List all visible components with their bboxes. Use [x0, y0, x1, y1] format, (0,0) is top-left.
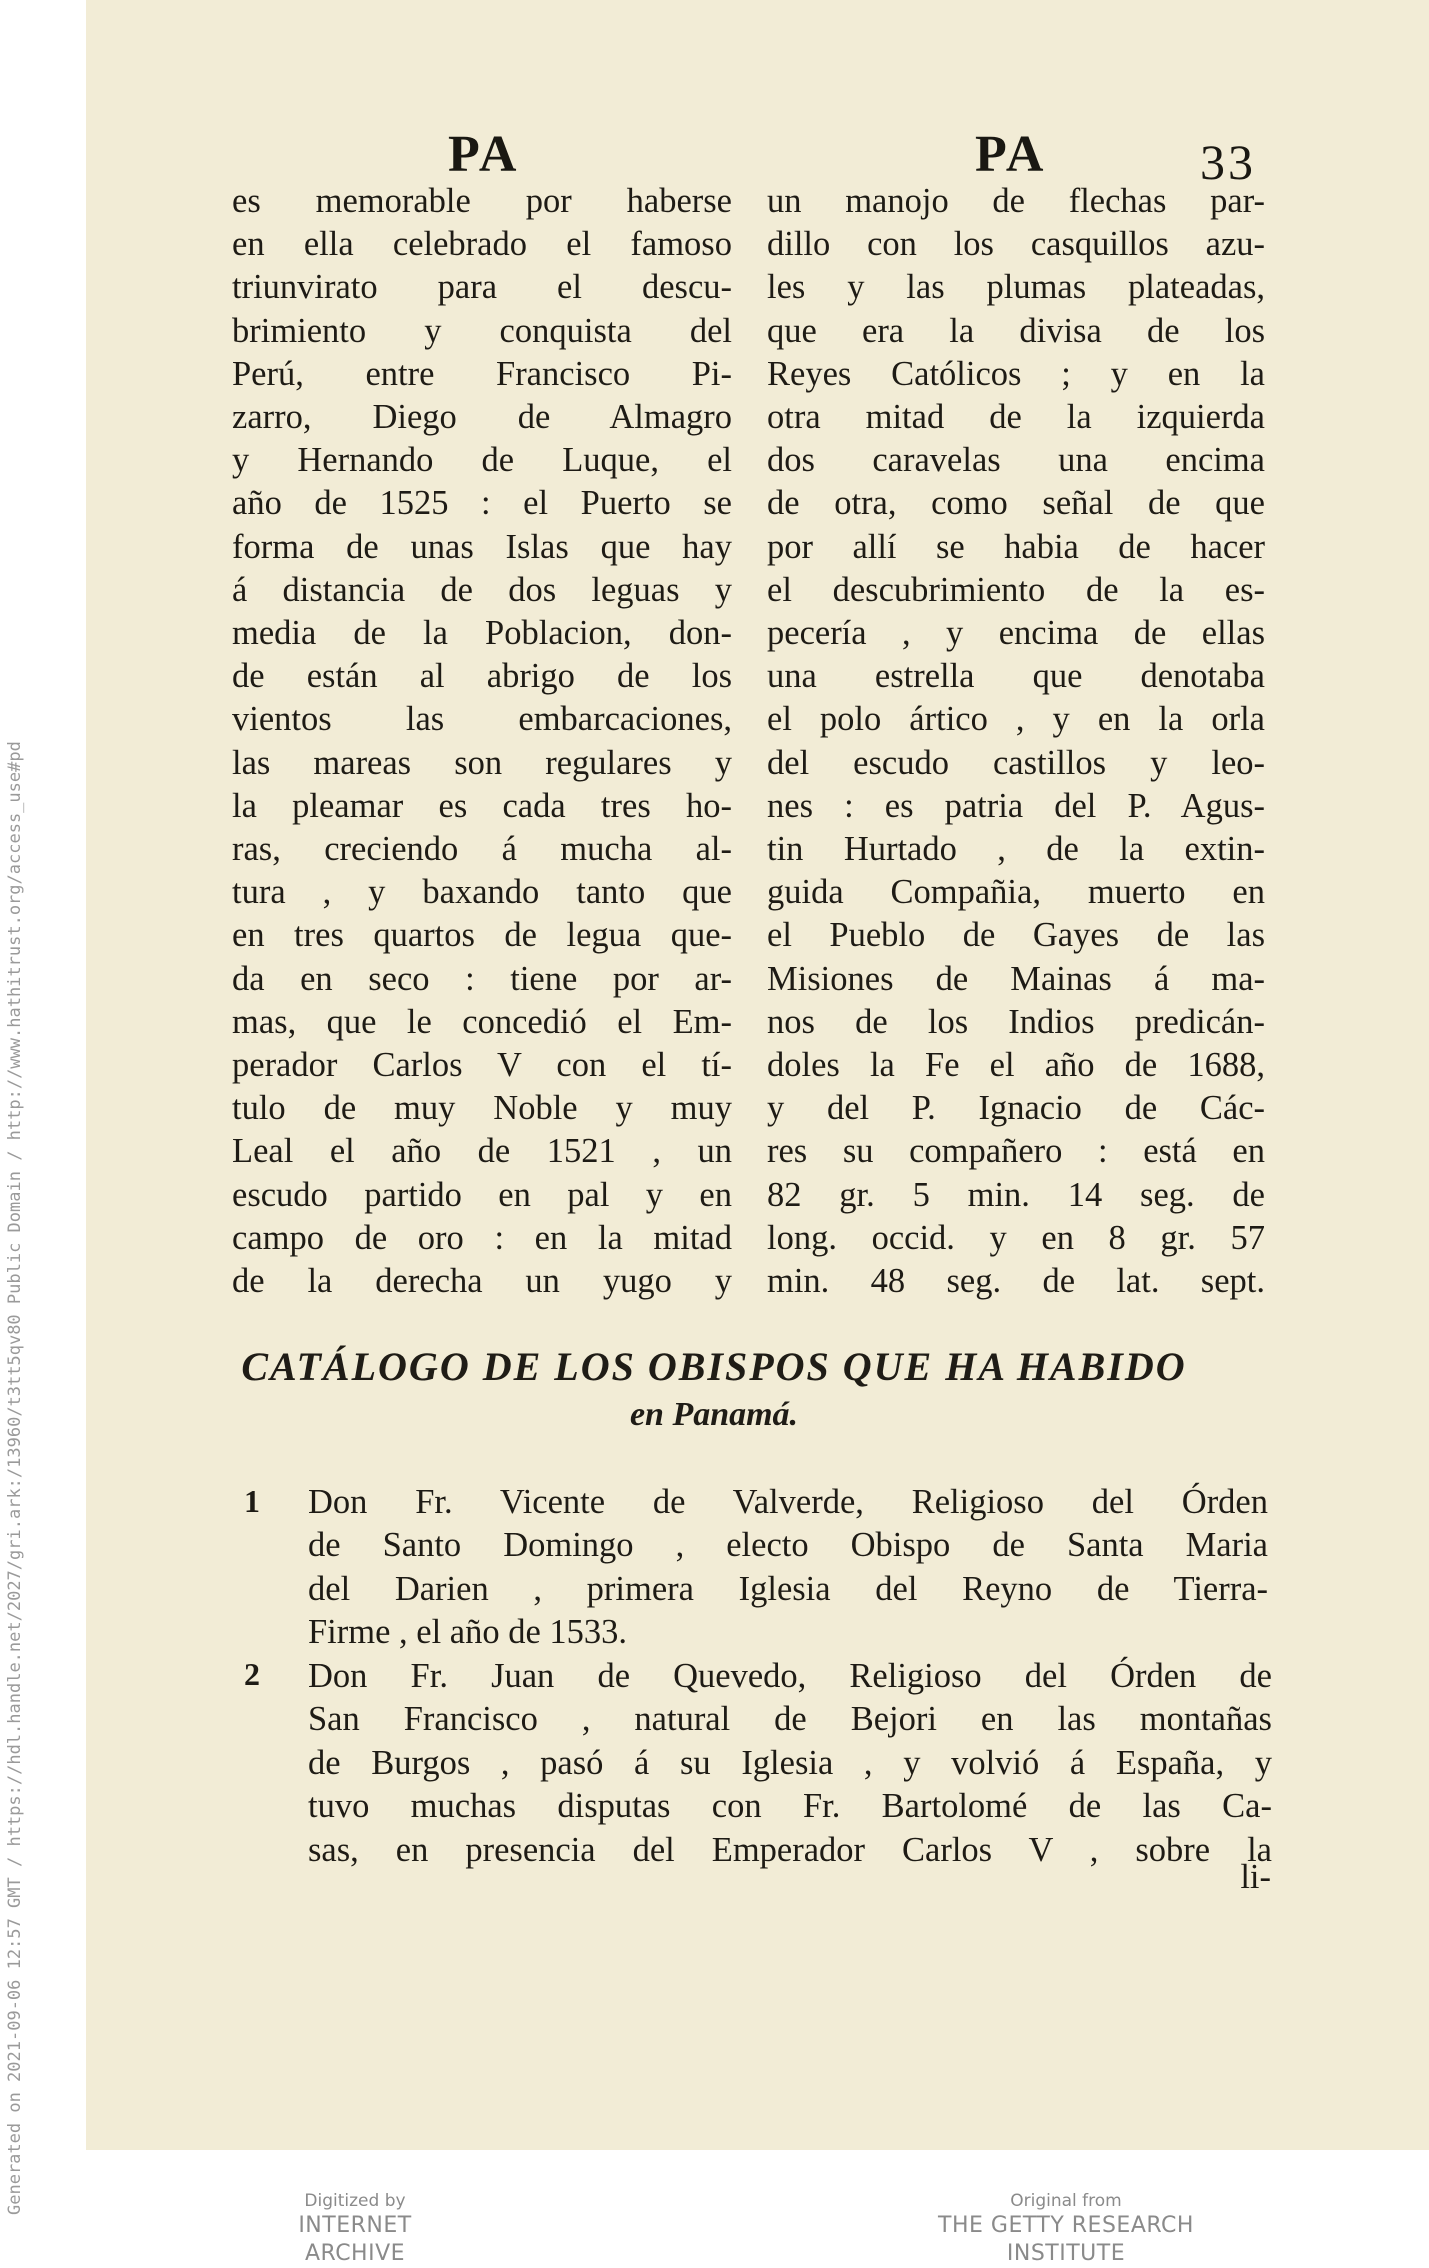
text-line: y del P. Ignacio de Các-: [767, 1089, 1265, 1128]
text-line: Leal el año de 1521 , un: [232, 1132, 732, 1171]
text-line: que era la divisa de los: [767, 311, 1265, 350]
text-line: triunvirato para el descu-: [232, 268, 732, 307]
text-line: les y las plumas plateadas,: [767, 268, 1265, 307]
text-line: res su compañero : está en: [767, 1132, 1265, 1171]
text-line: del Darien , primera Iglesia del Reyno de Tierra-: [308, 1569, 1268, 1608]
text-line: de Santo Domingo , electo Obispo de Santa Maria: [308, 1526, 1268, 1565]
catalog-title: CATÁLOGO DE LOS OBISPOS QUE HA HABIDO: [241, 1344, 1187, 1389]
text-line: Don Fr. Juan de Quevedo, Religioso del Órden de: [308, 1657, 1272, 1695]
text-line: dos caravelas una encima: [767, 441, 1265, 480]
text-line: en ella celebrado el famoso: [232, 225, 732, 264]
text-line: Firme , el año de 1533.: [308, 1613, 628, 1652]
text-line: á distancia de dos leguas y: [232, 570, 732, 609]
text-line: escudo partido en pal y en: [232, 1175, 732, 1214]
text-line: forma de unas Islas que hay: [232, 527, 732, 566]
internet-archive-label: INTERNET ARCHIVE: [298, 2213, 412, 2266]
text-line: guida Compañia, muerto en: [767, 873, 1265, 912]
text-line: nes : es patria del P. Agus-: [767, 786, 1265, 825]
text-line: sas, en presencia del Emperador Carlos V , sobre la: [308, 1830, 1272, 1869]
text-line: ras, creciendo á mucha al-: [232, 830, 732, 869]
text-line: nos de los Indios predicán-: [767, 1002, 1265, 1041]
generation-watermark: Generated on 2021-09-06 12:57 GMT / https://hdl.handle.net/2027/gri.ark:/13960/t3tt5qv80 Public Domain / http://www.hathitrust.org/access_use#pd: [5, 741, 25, 2215]
text-line: las mareas son regulares y: [232, 743, 732, 782]
digitized-by-label: Digitized by: [304, 2191, 406, 2211]
text-line: el Pueblo de Gayes de las: [767, 916, 1265, 955]
text-line: de Burgos , pasó á su Iglesia , y volvió á España, y: [308, 1743, 1272, 1782]
text-line: 82 gr. 5 min. 14 seg. de: [767, 1175, 1265, 1214]
getty-institute-label: THE GETTY RESEARCH INSTITUTE: [938, 2213, 1194, 2266]
text-line: una estrella que denotaba: [767, 657, 1265, 696]
text-line: tura , y baxando tanto que: [232, 873, 732, 912]
text-line: Reyes Católicos ; y en la: [767, 354, 1265, 393]
entry-number: 2: [244, 1656, 260, 1692]
text-line: pecería , y encima de ellas: [767, 614, 1265, 653]
text-line: el descubrimiento de la es-: [767, 570, 1265, 609]
text-line: campo de oro : en la mitad: [232, 1218, 732, 1257]
text-line: Don Fr. Vicente de Valverde, Religioso del Órden: [308, 1483, 1268, 1521]
original-from-credit: [876, 2190, 1256, 2268]
text-line: media de la Poblacion, don-: [232, 614, 732, 653]
left-text-column: [232, 180, 732, 1303]
text-line: dillo con los casquillos azu-: [767, 225, 1265, 264]
left-running-head: PA: [448, 126, 520, 183]
text-line: perador Carlos V con el tí-: [232, 1046, 732, 1085]
text-line: de la derecha un yugo y: [232, 1262, 732, 1301]
text-line: el polo ártico , y en la orla: [767, 700, 1265, 739]
text-line: del escudo castillos y leo-: [767, 743, 1265, 782]
catalog-entry: [308, 1481, 1268, 1655]
text-line: tulo de muy Noble y muy: [232, 1089, 732, 1128]
text-line: zarro, Diego de Almagro: [232, 398, 732, 437]
text-line: tuvo muchas disputas con Fr. Bartolomé de las Ca-: [308, 1787, 1272, 1826]
text-line: un manojo de flechas par-: [767, 182, 1265, 220]
text-line: por allí se habia de hacer: [767, 527, 1265, 566]
text-line: brimiento y conquista del: [232, 311, 732, 350]
catchword: li-: [1240, 1858, 1271, 1896]
entry-number: 1: [244, 1483, 260, 1519]
original-from-label: Original from: [1010, 2191, 1122, 2211]
text-line: de están al abrigo de los: [232, 657, 732, 696]
text-line: Perú, entre Francisco Pi-: [232, 354, 732, 393]
text-line: vientos las embarcaciones,: [232, 700, 732, 739]
text-line: de otra, como señal de que: [767, 484, 1265, 523]
text-line: long. occid. y en 8 gr. 57: [767, 1218, 1265, 1257]
text-line: San Francisco , natural de Bejori en las montañas: [308, 1700, 1272, 1739]
text-line: da en seco : tiene por ar-: [232, 959, 732, 998]
right-running-head: PA: [975, 126, 1047, 183]
text-line: y Hernando de Luque, el: [232, 441, 732, 480]
text-line: Misiones de Mainas á ma-: [767, 959, 1265, 998]
catalog-subtitle: en Panamá.: [629, 1396, 799, 1433]
text-line: mas, que le concedió el Em-: [232, 1002, 732, 1041]
text-line: tin Hurtado , de la extin-: [767, 830, 1265, 869]
text-line: año de 1525 : el Puerto se: [232, 484, 732, 523]
right-text-column: [767, 180, 1265, 1303]
text-line: min. 48 seg. de lat. sept.: [767, 1262, 1265, 1301]
text-line: otra mitad de la izquierda: [767, 398, 1265, 437]
text-line: la pleamar es cada tres ho-: [232, 786, 732, 825]
text-line: doles la Fe el año de 1688,: [767, 1046, 1265, 1085]
catalog-entry: [308, 1655, 1272, 1872]
text-line: es memorable por haberse: [232, 182, 732, 220]
page-number: 33: [1200, 134, 1256, 190]
digitized-by-credit: [245, 2190, 465, 2268]
text-line: en tres quartos de legua que-: [232, 916, 732, 955]
